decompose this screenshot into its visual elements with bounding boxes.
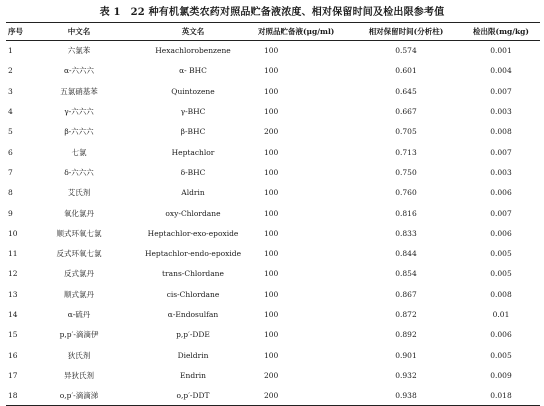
table-row [6, 122, 540, 142]
cell-stock-concentration: 100 [264, 208, 279, 218]
cell-stock-concentration: 100 [264, 350, 279, 360]
cell-relative-retention-time: 0.867 [395, 289, 417, 299]
cell-detection-limit: 0.004 [490, 66, 512, 76]
table-caption [6, 6, 538, 22]
cell-chinese-name: 氧化氯丹 [64, 208, 94, 218]
table-row [6, 304, 540, 324]
cell-relative-retention-time: 0.645 [395, 86, 417, 96]
cell-chinese-name: α-硫丹 [67, 310, 91, 319]
header-relative-retention-time: 相对保留时间(分析柱) [350, 23, 462, 41]
table-header-row [6, 23, 540, 41]
cell-stock-concentration: 100 [264, 147, 279, 157]
cell-stock-concentration: 200 [264, 370, 279, 380]
cell-detection-limit: 0.006 [490, 228, 512, 238]
cell-no: 12 [8, 269, 18, 279]
table-row [6, 264, 540, 284]
table-row [6, 183, 540, 203]
cell-no: 18 [6, 386, 30, 406]
header-english-name: 英文名 [128, 23, 258, 41]
cell-relative-retention-time: 0.833 [395, 228, 417, 238]
cell-chinese-name: 异狄氏剂 [64, 370, 94, 380]
cell-no: 1 [8, 46, 13, 56]
cell-stock-concentration: 100 [264, 188, 279, 198]
table-body [6, 41, 540, 406]
cell-chinese-name: β-六六六 [64, 127, 94, 137]
cell-english-name: γ-BHC [180, 107, 206, 117]
cell-relative-retention-time: 0.854 [395, 269, 417, 279]
cell-relative-retention-time: 0.901 [395, 350, 417, 360]
cell-relative-retention-time: 0.574 [395, 46, 417, 56]
cell-detection-limit: 0.001 [490, 46, 512, 56]
cell-english-name: δ-BHC [180, 167, 206, 177]
cell-no: 16 [8, 350, 18, 360]
cell-chinese-name: 五氯硝基苯 [60, 86, 98, 96]
cell-no: 6 [8, 147, 13, 157]
cell-english-name: oxy-Chlordane [165, 208, 221, 218]
header-stock-concentration: 对照品贮备液(μg/ml) [258, 23, 350, 41]
cell-english-name: cis-Chlordane [166, 289, 220, 299]
table-row [6, 284, 540, 304]
cell-relative-retention-time: 0.816 [395, 208, 417, 218]
cell-english-name: trans-Chlordane [162, 269, 224, 279]
cell-stock-concentration: 200 [258, 386, 350, 406]
cell-chinese-name: γ-六六六 [64, 107, 94, 117]
cell-chinese-name: 顺式氯丹 [64, 289, 94, 299]
table-header [6, 23, 540, 41]
cell-chinese-name: α-六六六 [63, 66, 95, 76]
cell-relative-retention-time: 0.844 [395, 249, 417, 259]
pesticide-table [6, 22, 540, 406]
cell-relative-retention-time: 0.705 [395, 127, 417, 137]
cell-detection-limit: 0.005 [490, 350, 512, 360]
header-detection-limit: 检出限(mg/kg) [462, 23, 540, 41]
cell-english-name: Heptachlor-exo-epoxide [147, 228, 239, 238]
cell-detection-limit: 0.018 [462, 386, 540, 406]
table-caption-text: 22 种有机氯类农药对照品贮备液浓度、相对保留时间及检出限参考值 [130, 7, 445, 18]
cell-detection-limit: 0.007 [490, 147, 512, 157]
cell-stock-concentration: 100 [264, 46, 279, 56]
cell-chinese-name: p,p′-滴滴伊 [59, 330, 99, 340]
cell-english-name: Dieldrin [177, 350, 209, 360]
cell-stock-concentration: 100 [264, 66, 279, 76]
table-row [6, 345, 540, 365]
cell-relative-retention-time: 0.667 [395, 107, 417, 117]
cell-english-name: Hexachlorobenzene [155, 46, 231, 56]
cell-detection-limit: 0.005 [490, 269, 512, 279]
cell-chinese-name: 六氯苯 [67, 46, 91, 56]
cell-relative-retention-time: 0.713 [395, 147, 417, 157]
cell-relative-retention-time: 0.601 [395, 66, 417, 76]
cell-no: 5 [8, 127, 13, 137]
header-chinese-name: 中文名 [30, 23, 128, 41]
cell-detection-limit: 0.003 [490, 107, 512, 117]
cell-no: 8 [8, 188, 13, 198]
table-row [6, 365, 540, 385]
cell-stock-concentration: 100 [264, 269, 279, 279]
table-row [6, 41, 540, 61]
cell-chinese-name: 顺式环氧七氯 [56, 228, 102, 238]
cell-english-name: p,p′-DDE [176, 330, 210, 340]
table-row [6, 386, 540, 406]
table-row [6, 142, 540, 162]
cell-no: 4 [8, 107, 13, 117]
table-row [6, 61, 540, 81]
cell-chinese-name: 艾氏剂 [67, 188, 91, 198]
cell-detection-limit: 0.007 [490, 208, 512, 218]
cell-detection-limit: 0.003 [490, 167, 512, 177]
cell-stock-concentration: 200 [264, 127, 279, 137]
cell-no: 2 [8, 66, 13, 76]
cell-english-name: Quintozene [171, 86, 215, 96]
cell-stock-concentration: 100 [264, 107, 279, 117]
cell-english-name: α- BHC [179, 66, 207, 76]
cell-detection-limit: 0.008 [490, 289, 512, 299]
cell-english-name: Heptachlor-endo-epoxide [144, 249, 242, 259]
cell-chinese-name: δ-六六六 [64, 167, 94, 177]
cell-stock-concentration: 100 [264, 249, 279, 259]
cell-no: 3 [8, 86, 13, 96]
cell-no: 14 [8, 310, 18, 319]
table-row [6, 203, 540, 223]
table-row [6, 162, 540, 182]
cell-no: 10 [8, 228, 18, 238]
cell-chinese-name: 反式氯丹 [64, 269, 94, 279]
cell-detection-limit: 0.005 [490, 249, 512, 259]
cell-detection-limit: 0.007 [490, 86, 512, 96]
cell-relative-retention-time: 0.892 [395, 330, 417, 340]
cell-detection-limit: 0.006 [490, 330, 512, 340]
cell-no: 9 [8, 208, 13, 218]
cell-english-name: Heptachlor [171, 147, 215, 157]
cell-chinese-name: o,p′-滴滴涕 [30, 386, 128, 406]
cell-english-name: Endrin [180, 370, 206, 380]
cell-stock-concentration: 100 [264, 167, 279, 177]
cell-relative-retention-time: 0.932 [395, 370, 417, 380]
cell-stock-concentration: 100 [264, 310, 279, 319]
cell-stock-concentration: 100 [264, 330, 279, 340]
cell-no: 13 [8, 289, 18, 299]
cell-english-name: β-BHC [180, 127, 206, 137]
cell-relative-retention-time: 0.938 [350, 386, 462, 406]
table-row [6, 101, 540, 121]
cell-no: 11 [8, 249, 18, 259]
cell-english-name: o,p′-DDT [128, 386, 258, 406]
cell-detection-limit: 0.009 [490, 370, 512, 380]
cell-english-name: Aldrin [181, 188, 205, 198]
cell-chinese-name: 狄氏剂 [67, 350, 91, 360]
cell-chinese-name: 反式环氧七氯 [56, 249, 102, 259]
cell-no: 7 [8, 167, 13, 177]
cell-stock-concentration: 100 [264, 289, 279, 299]
table-caption-number: 表 1 [99, 7, 121, 18]
cell-detection-limit: 0.008 [490, 127, 512, 137]
table-row [6, 243, 540, 263]
cell-stock-concentration: 100 [264, 228, 279, 238]
cell-stock-concentration: 100 [264, 86, 279, 96]
table-row [6, 223, 540, 243]
header-no: 序号 [6, 23, 30, 41]
cell-no: 15 [8, 330, 18, 340]
table-row [6, 325, 540, 345]
cell-english-name: α-Endosulfan [167, 310, 219, 319]
cell-chinese-name: 七氯 [71, 147, 87, 157]
cell-relative-retention-time: 0.872 [395, 310, 417, 319]
table-row [6, 81, 540, 101]
cell-no: 17 [8, 370, 18, 380]
cell-relative-retention-time: 0.750 [395, 167, 417, 177]
cell-detection-limit: 0.006 [490, 188, 512, 198]
cell-detection-limit: 0.01 [492, 310, 510, 319]
cell-relative-retention-time: 0.760 [395, 188, 417, 198]
